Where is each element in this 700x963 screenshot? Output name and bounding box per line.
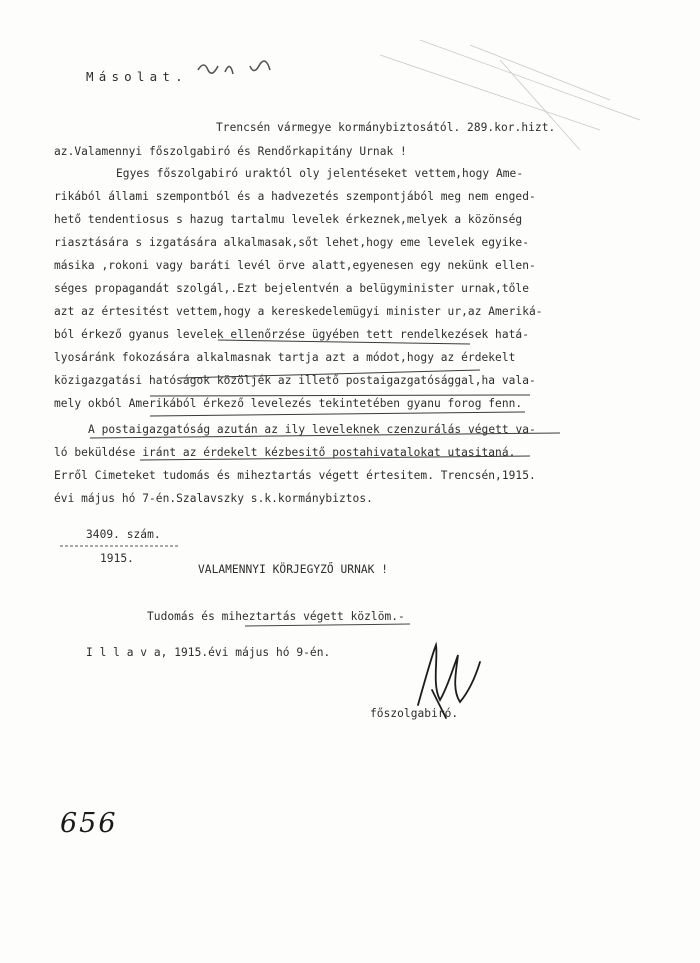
number-label: 3409. szám. xyxy=(86,528,161,541)
body-line: azt az értesitést vettem,hogy a kereskedelemügyi minister ur,az Ameriká- xyxy=(54,305,543,318)
body-line: Egyes főszolgabiró uraktól oly jelentéseket vettem,hogy Ame- xyxy=(116,167,524,180)
notice-line: Tudomás és miheztartás végett közlöm.- xyxy=(147,610,405,623)
body-line: rikából állami szempontból és a hadvezetés szempontjából meg nem enged- xyxy=(54,190,536,203)
place-date-line: I l l a v a, 1915.évi május hó 9-én. xyxy=(86,646,331,659)
body-line: évi május hó 7-én.Szalavszky s.k.kormánybiztos. xyxy=(54,492,373,505)
body-line: hető tendentiosus s hazug tartalmu levelek érkeznek,melyek a közönség xyxy=(54,213,523,226)
underline-3 xyxy=(150,395,530,396)
body-line: másika ,rokoni vagy baráti levél örve alatt,egyenesen egy nekünk ellen- xyxy=(54,259,536,272)
body-line: séges propagandát szolgál,.Ezt bejelentvén a belügyminister urnak,tőle xyxy=(54,282,529,295)
underline-4 xyxy=(150,412,525,416)
heading-scribble xyxy=(198,61,270,74)
circular-heading: VALAMENNYI KÖRJEGYZŐ URNAK ! xyxy=(198,563,388,576)
body-line: ló beküldése iránt az érdekelt kézbesitő postahivatalokat utasitaná. xyxy=(54,446,516,459)
body-line: közigazgatási hatóságok közöljék az illető postaigazgatósággal,ha vala- xyxy=(54,374,536,387)
notice-underline xyxy=(245,624,410,626)
body-line: riasztására s izgatására alkalmasak,sőt lehet,hogy eme levelek egyike- xyxy=(54,236,529,249)
body-line: A postaigazgatóság azután az ily leveleknek czenzurálás végett va- xyxy=(88,423,536,436)
body-line: ból érkező gyanus levelek ellenőrzése ügyében tett rendelkezések hatá- xyxy=(54,328,529,341)
signature-title: főszolgabiró. xyxy=(370,707,459,720)
document-heading: Másolat. xyxy=(86,69,188,84)
sender-line: Trencsén vármegye kormánybiztosától. 289.kor.hizt. xyxy=(216,121,556,134)
addressee-line: az.Valamennyi főszolgabiró és Rendőrkapitány Urnak ! xyxy=(54,145,407,158)
number-year: 1915. xyxy=(100,552,134,565)
body-line: lyosáránk fokozására alkalmasnak tartja azt a módot,hogy az érdekelt xyxy=(54,351,516,364)
page-number: 656 xyxy=(60,808,118,839)
body-line: Erről Cimeteket tudomás és miheztartás végett értesitem. Trencsén,1915. xyxy=(54,469,536,482)
body-line: mely okból Amerikából érkező levelezés tekintetében gyanu forog fenn. xyxy=(54,397,523,410)
